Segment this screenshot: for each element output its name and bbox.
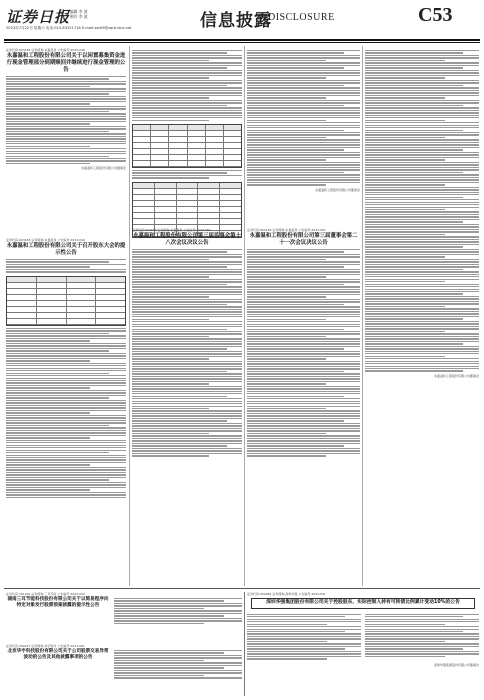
- bottom-divider: [244, 592, 245, 696]
- newspaper-logo: 证券日报: [6, 8, 71, 26]
- notice-title: 永嘉温和工程股份有限公司第三届董事会第二十一次会议决议公告: [249, 233, 358, 246]
- notice-body: [247, 249, 360, 457]
- notice-signature: 永嘉温和工程股份有限公司董事会: [433, 373, 479, 378]
- notice-title: 北京华宇科技股份有限公司关于公司股票交易异常波动的公告及其他披露事项的公告: [7, 649, 109, 660]
- section-title-en: DISCLOSURE: [268, 12, 335, 23]
- notice-body: [114, 598, 242, 624]
- notice-signature: 永嘉温和工程股份有限公司董事会: [80, 166, 126, 171]
- notice-title: 永嘉温和工程股份有限公司关于以闲置募集资金进行现金管理部分到期赎回并继续进行现金管理的公告: [6, 53, 126, 73]
- notice-title: 永嘉温和工程股份有限公司第三届监事会第十八次会议决议公告: [133, 233, 241, 246]
- notice-codes: 证券代码:300271 证券简称:华宇软件 公告编号:2023-061: [6, 644, 85, 648]
- data-table: [132, 124, 242, 168]
- notice-block: [6, 592, 242, 642]
- page-header: [0, 0, 484, 40]
- page-number: C53: [418, 4, 453, 26]
- editor-line: 编辑 李 波: [70, 9, 88, 14]
- column-divider: [362, 46, 363, 586]
- notice-codes: 证券代码:603183 证券简称:永嘉温和 公告编号:2023-050: [132, 228, 211, 232]
- section-title: 信息披露: [200, 11, 272, 31]
- notice-body: [132, 50, 242, 121]
- notice-signature: 深圳华强集团股份有限公司董事会: [433, 662, 479, 667]
- notice-codes: 证券代码:301202 证券简称:三耳节能 公告编号:2023-032: [6, 592, 85, 596]
- notice-body: [247, 613, 361, 661]
- notice-body: [365, 50, 479, 372]
- column-divider: [244, 46, 245, 586]
- notice-codes: 证券代码:000062 证券简称:深圳华强 公告编号:2023-041: [247, 592, 326, 596]
- date-line: 2023年7月22日 星期六 电话:010-83251716 E-mail:zqrb9@zqrb.sina.net: [6, 26, 132, 30]
- notice-body: [365, 613, 479, 661]
- notice-body: [6, 76, 126, 164]
- notice-body: [132, 249, 242, 457]
- notice-title: 湖南三耳节能科技股份有限公司关于以简易程序向特定对象发行股票预案披露的提示性公告: [7, 597, 109, 608]
- bottom-section-rule: [4, 588, 480, 589]
- notice-body: [6, 259, 126, 273]
- notice-codes: 证券代码:603183 证券简称:永嘉温和 公告编号:2023-051: [247, 228, 326, 232]
- data-table: [6, 276, 126, 326]
- notice-codes: 证券代码:603183 证券简称:永嘉温和 公告编号:2023-049: [6, 238, 85, 242]
- notice-block: [247, 228, 360, 458]
- notice-block: [6, 238, 126, 499]
- notice-continuation: [365, 48, 479, 378]
- notice-signature: 永嘉温和工程股份有限公司董事会: [314, 187, 360, 192]
- notice-title: 永嘉温和工程股份有限公司关于召开股东大会的提示性公告: [6, 243, 126, 256]
- header-rule-thin: [4, 42, 480, 43]
- notice-body: [132, 170, 242, 179]
- notice-body: [247, 50, 360, 186]
- notice-title: 深圳华强集团股份有限公司关于控股股东、实际控制人持有可转债比例累计变动10%的公告: [251, 598, 475, 609]
- notice-codes: 证券代码:603183 证券简称:永嘉温和 公告编号:2023-048: [6, 48, 85, 52]
- notice-block: [6, 48, 126, 170]
- notice-body: [114, 650, 242, 679]
- notice-continuation: [247, 48, 360, 192]
- notice-block: [132, 228, 242, 458]
- header-rule: [4, 39, 480, 41]
- column-divider: [129, 46, 130, 586]
- editor-credits: [70, 9, 88, 19]
- producer-line: 制作 李 波: [70, 14, 88, 19]
- notice-block: [247, 592, 479, 696]
- notice-continuation: [132, 48, 242, 238]
- notice-body: [6, 328, 126, 498]
- notice-block: [6, 644, 242, 696]
